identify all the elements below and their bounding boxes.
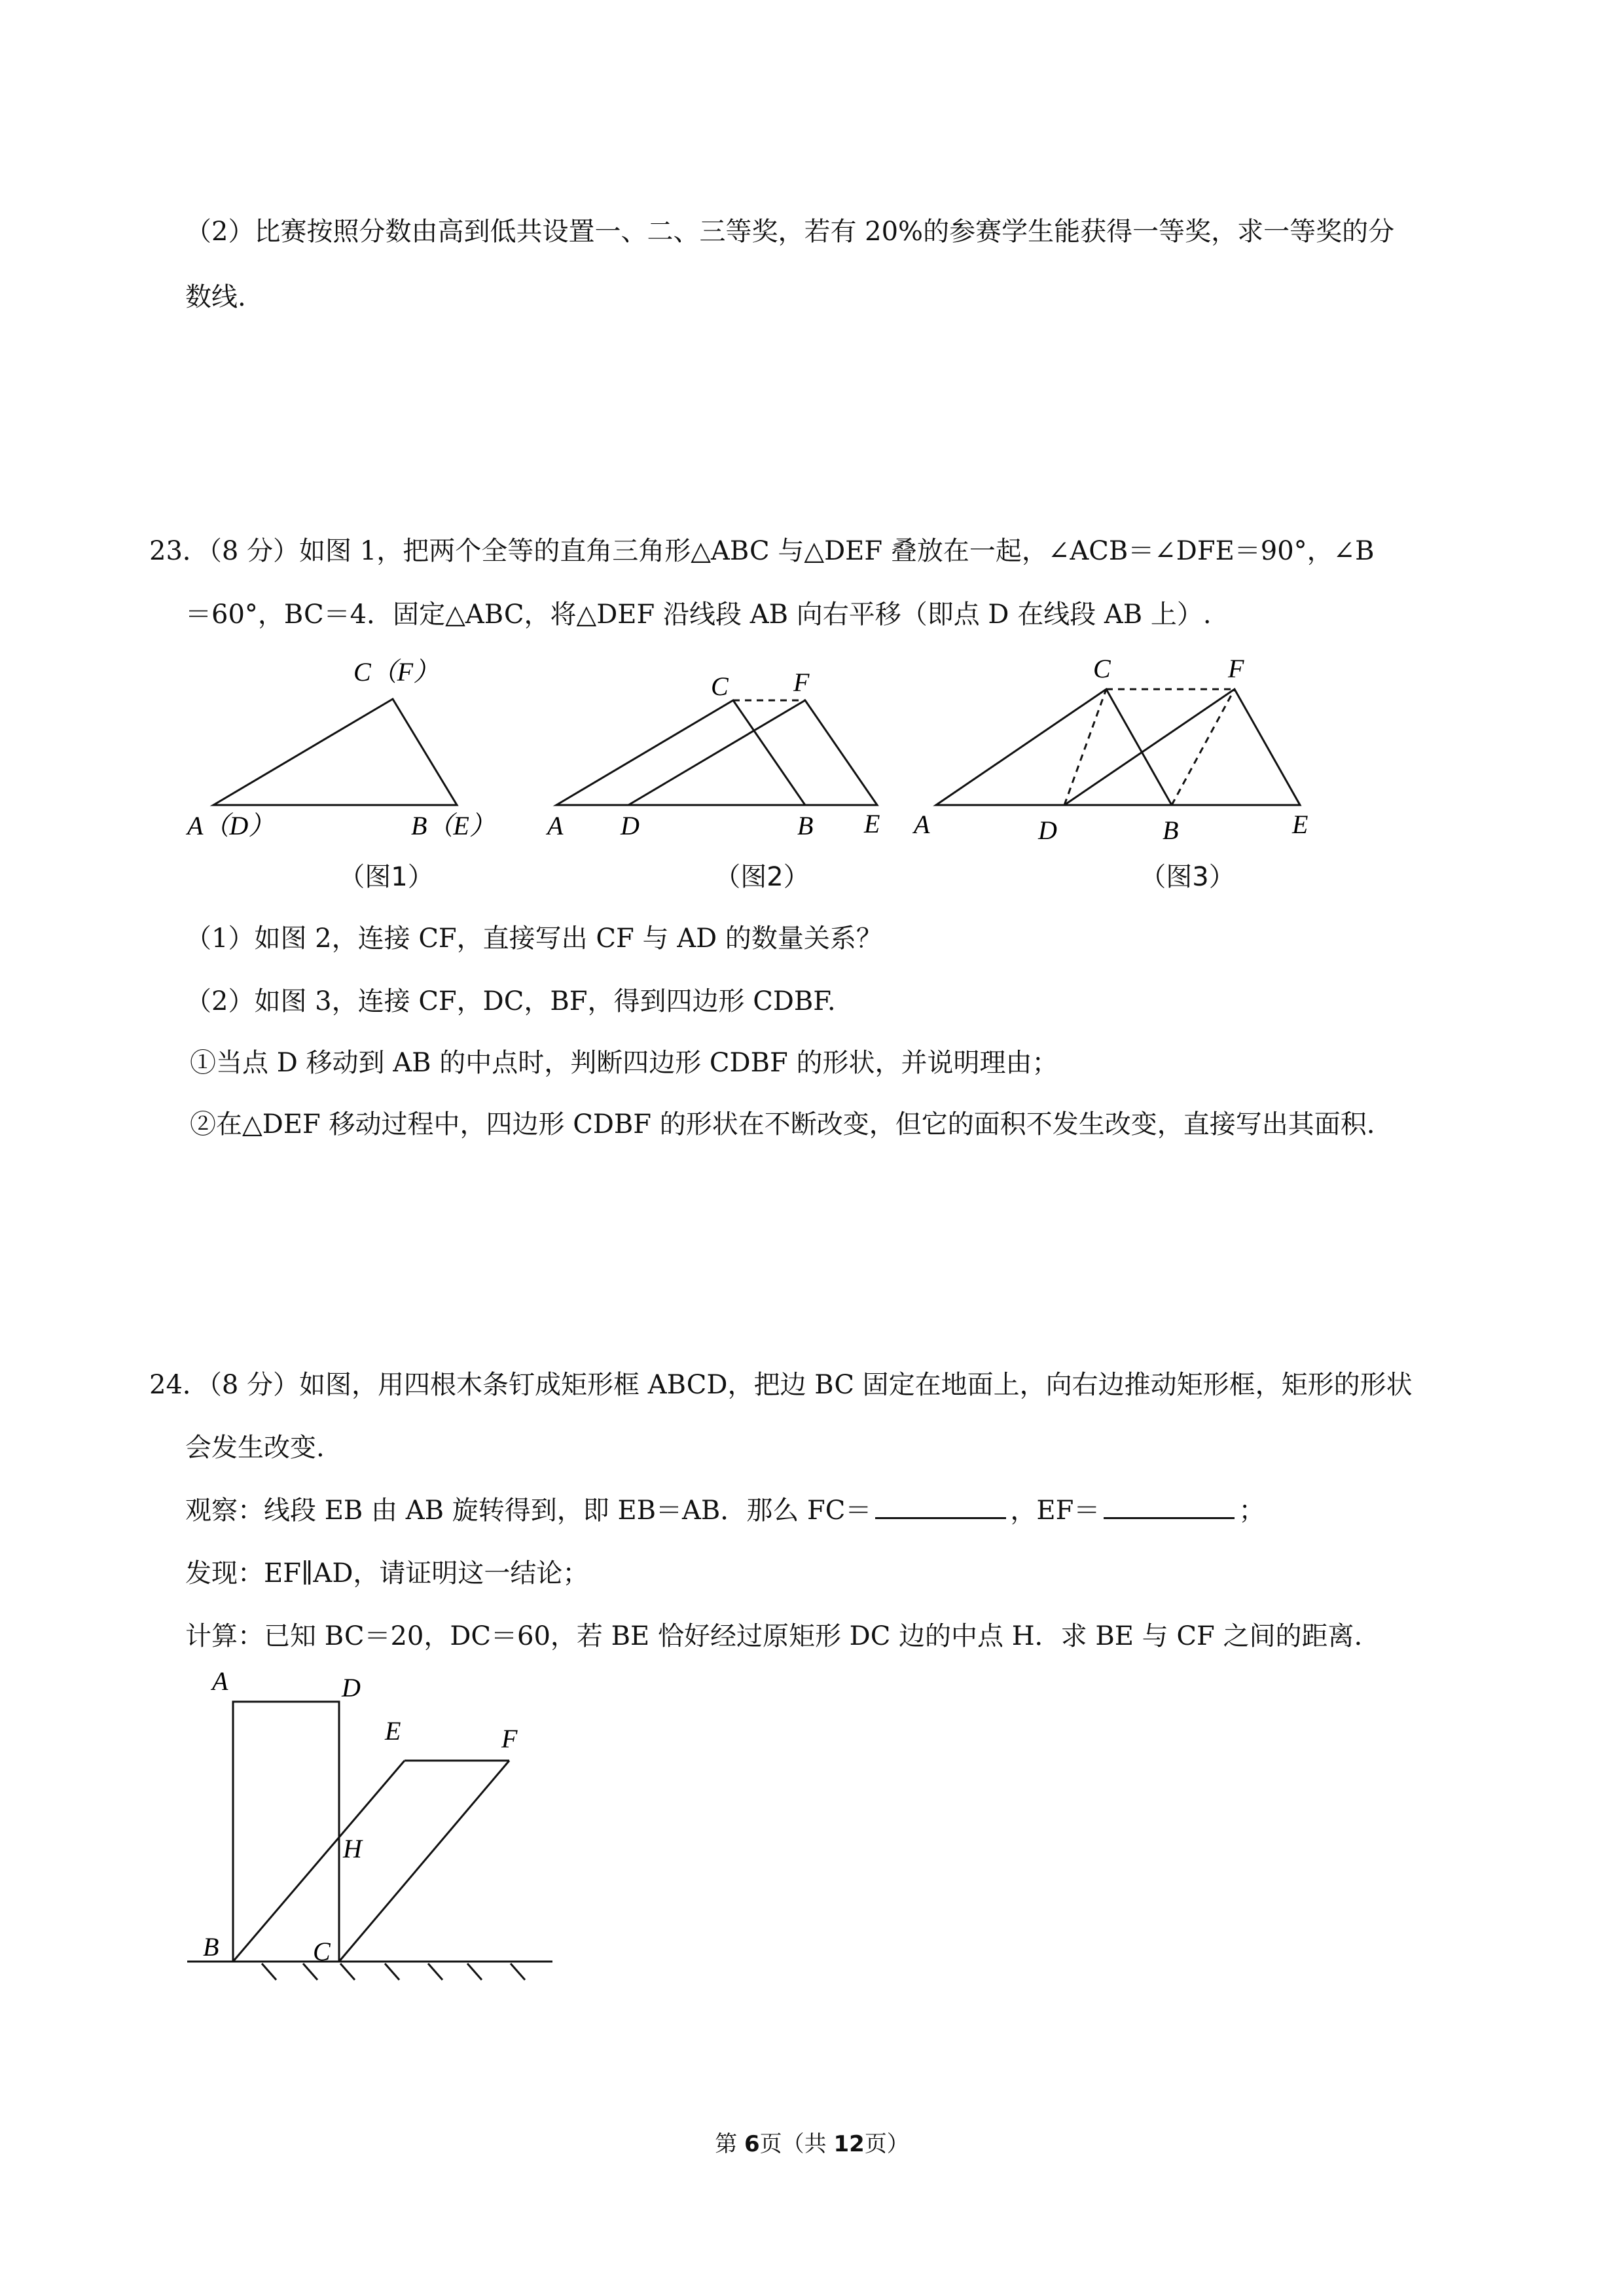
- point-d: D: [621, 811, 640, 840]
- q23-sub1: ①当点 D 移动到 AB 的中点时，判断四边形 CDBF 的形状，并说明理由；: [190, 1048, 1058, 1078]
- rectangle-abcd: [233, 1702, 339, 1962]
- q23-stem-line2: ＝60°，BC＝4．固定△ABC，将△DEF 沿线段 AB 向右平移（即点 D 在线段 AB 上）.: [185, 600, 1212, 630]
- q24-calculate: 计算：已知 BC＝20，DC＝60，若 BE 恰好经过原矩形 DC 边的中点 H．求 BE 与 CF 之间的距离.: [185, 1621, 1363, 1651]
- segment-dc: [1064, 689, 1106, 805]
- point-c: C: [313, 1937, 331, 1966]
- point-a: A: [547, 811, 564, 840]
- point-f: F: [1228, 654, 1244, 683]
- footer-middle: 页（共: [759, 2131, 834, 2157]
- triangle-abc: [936, 689, 1172, 805]
- fc-answer-blank[interactable]: [875, 1494, 1006, 1519]
- point-f: F: [501, 1724, 518, 1753]
- point-c: C: [1093, 654, 1111, 683]
- point-a: A: [212, 1666, 228, 1696]
- footer-prefix: 第: [715, 2131, 744, 2157]
- q24-stem-line1: 24．（8 分）如图，用四根木条钉成矩形框 ABCD，把边 BC 固定在地面上，向右边推动矩形框，矩形的形状: [149, 1370, 1413, 1400]
- point-d: D: [342, 1673, 361, 1702]
- point-d: D: [1038, 816, 1057, 845]
- q23-part1: （1）如图 2，连接 CF，直接写出 CF 与 AD 的数量关系？: [185, 924, 882, 954]
- q23-figure-1-label: （图1）: [338, 862, 434, 892]
- segment-bf: [1172, 689, 1235, 805]
- point-f: F: [793, 668, 810, 697]
- ground-hatching: [262, 1964, 525, 1980]
- observe-mid: ，EF＝: [1010, 1496, 1100, 1526]
- q23-figure-1: [177, 648, 530, 864]
- point-b: B: [1163, 816, 1179, 845]
- point-e: E: [1292, 810, 1308, 839]
- point-be: B（E）: [411, 811, 496, 840]
- triangle-def: [1064, 689, 1300, 805]
- ef-answer-blank[interactable]: [1104, 1494, 1235, 1519]
- segment-be: [233, 1761, 405, 1962]
- point-cf: C（F）: [353, 657, 440, 687]
- footer-total-pages: 12: [833, 2131, 865, 2157]
- q22-part2-line2: 数线.: [185, 282, 246, 312]
- point-b: B: [797, 811, 814, 840]
- q23-part2: （2）如图 3，连接 CF，DC，BF，得到四边形 CDBF.: [185, 986, 836, 1016]
- segment-fc: [339, 1761, 509, 1962]
- q24-discover: 发现：EF∥AD，请证明这一结论；: [185, 1558, 589, 1588]
- triangle-def: [628, 700, 877, 805]
- point-h: H: [343, 1834, 362, 1863]
- q23-figure-3: [903, 648, 1322, 857]
- q23-stem-line1: 23．（8 分）如图 1，把两个全等的直角三角形△ABC 与△DEF 叠放在一起，∠ACB＝∠DFE＝90°，∠B: [149, 536, 1375, 566]
- point-b: B: [203, 1932, 219, 1962]
- page-footer: [0, 2126, 1624, 2158]
- q23-figure-3-label: （图3）: [1140, 862, 1235, 892]
- observe-prefix: 观察：线段 EB 由 AB 旋转得到，即 EB＝AB．那么 FC＝: [185, 1496, 872, 1526]
- triangle-abc: [556, 700, 805, 805]
- q22-part2-line1: （2）比赛按照分数由高到低共设置一、二、三等奖，若有 20%的参赛学生能获得一等奖，求一等奖的分: [185, 217, 1395, 247]
- q24-stem-line2: 会发生改变.: [185, 1433, 325, 1463]
- point-e: E: [864, 809, 880, 838]
- q24-observe: [185, 1494, 1265, 1528]
- q23-sub2: ②在△DEF 移动过程中，四边形 CDBF 的形状在不断改变，但它的面积不发生改变，直接写出其面积.: [190, 1109, 1375, 1139]
- q24-figure: [177, 1662, 569, 2016]
- triangle-abc: [213, 699, 457, 805]
- q23-figure-2: [537, 655, 903, 851]
- point-a: A: [914, 810, 930, 839]
- point-ad: A（D）: [187, 811, 275, 840]
- q23-figure-2-label: （图2）: [714, 862, 810, 892]
- point-e: E: [385, 1716, 401, 1746]
- footer-suffix: 页）: [864, 2131, 909, 2157]
- observe-end: ；: [1238, 1496, 1265, 1526]
- footer-page-number: 6: [744, 2131, 760, 2157]
- point-c: C: [711, 672, 729, 701]
